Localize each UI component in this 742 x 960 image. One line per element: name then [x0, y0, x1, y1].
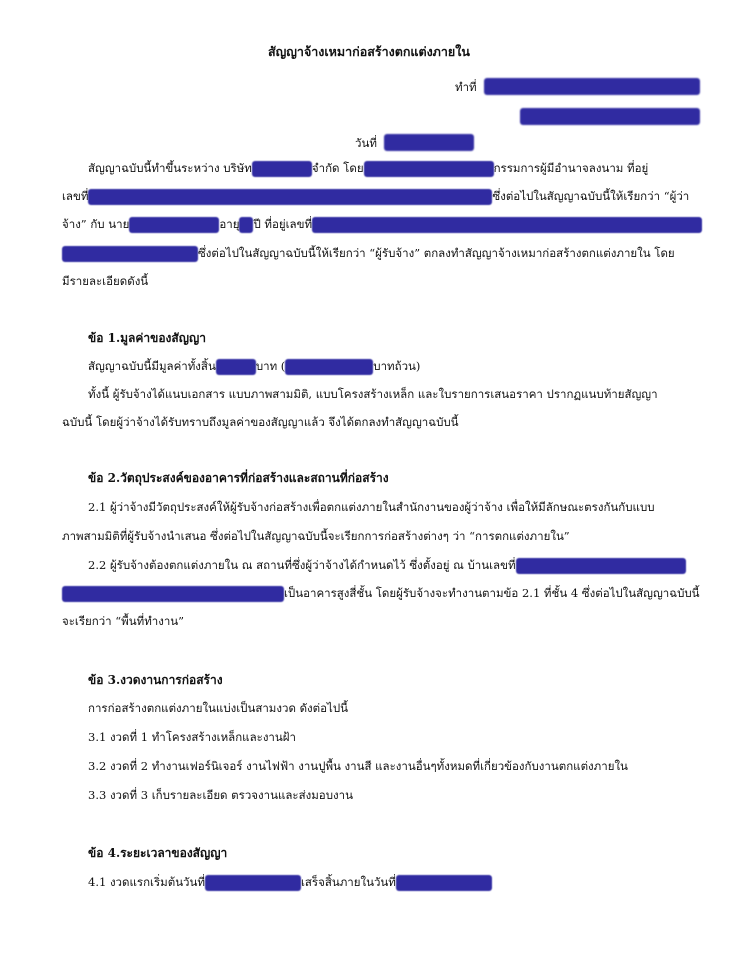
section-3-heading: ข้อ 3.งวดงานการก่อสร้าง: [88, 673, 223, 687]
s3-line-4: 3.3 งวดที่ 3 เก็บรายละเอียด ตรวจงานและส่งมอบงาน: [88, 788, 353, 802]
s1-line-2: ทั้งนี้ ผู้รับจ้างได้แนบเอกสาร แบบภาพสามมิติ, แบบโครงสร้างเหล็ก และใบรายการเสนอราคา ปรากฏแนบท้ายสัญญา: [88, 387, 658, 401]
redacted-start-date: [205, 875, 301, 891]
redacted-location-2: [520, 108, 700, 125]
redacted-amount-text: [285, 359, 373, 375]
p1-line-3: จ้าง” กับ นาย อายุ ปี ที่อยู่เลขที่: [62, 216, 702, 233]
redacted-age: [239, 217, 253, 233]
redacted-contractor-address-2: [62, 246, 198, 262]
s2-line-2: ภาพสามมิติที่ผู้รับจ้างนำเสนอ ซึ่งต่อไปในสัญญาฉบับนี้จะเรียกการก่อสร้างต่างๆ ว่า “การตกแต่งภายใน”: [62, 529, 570, 543]
s4-line-1: 4.1 งวดแรกเริ่มต้นวันที่ เสร็จสิ้นภายในวันที่: [88, 874, 492, 891]
s2-line-4: เป็นอาคารสูงสี่ชั้น โดยผู้รับจ้างจะทำงานตามข้อ 2.1 ที่ชั้น 4 ซึ่งต่อไปในสัญญาฉบับนี้: [62, 585, 700, 602]
redacted-company-address: [88, 189, 492, 205]
s3-line-3: 3.2 งวดที่ 2 ทำงานเฟอร์นิเจอร์ งานไฟฟ้า งานปูพื้น งานสี และงานอื่นๆทั้งหมดที่เกี่ยวข้องกับงานตกแต่งภายใน: [88, 759, 628, 773]
redacted-company: [252, 161, 312, 177]
s1-line-3: ฉบับนี้ โดยผู้ว่าจ้างได้รับทราบถึงมูลค่าของสัญญาแล้ว จึงได้ตกลงทำสัญญาฉบับนี้: [62, 415, 459, 429]
redacted-end-date: [396, 875, 492, 891]
redacted-director: [364, 161, 494, 177]
made-at-label: ทำที่: [455, 80, 477, 94]
redacted-amount: [216, 359, 256, 375]
document-title: สัญญาจ้างเหมาก่อสร้างตกแต่งภายใน: [268, 44, 470, 59]
s2-line-5: จะเรียกว่า “พื้นที่ทำงาน”: [62, 614, 185, 628]
p1-line-2: เลขที่ ซึ่งต่อไปในสัญญาฉบับนี้ให้เรียกว่า “ผู้ว่า: [62, 189, 690, 203]
section-2-heading: ข้อ 2.วัตถุประสงค์ของอาคารที่ก่อสร้างและสถานที่ก่อสร้าง: [88, 471, 389, 485]
s2-line-1: 2.1 ผู้ว่าจ้างมีวัตถุประสงค์ให้ผู้รับจ้างก่อสร้างเพื่อตกแต่งภายในสำนักงานของผู้ว่าจ้าง เพื่อให้มีลักษณะตรงกันกับแบบ: [88, 500, 655, 514]
p1-line-5: มีรายละเอียดดังนี้: [62, 274, 149, 288]
p1-line-4: ซึ่งต่อไปในสัญญาฉบับนี้ให้เรียกว่า “ผู้รับจ้าง” ตกลงทำสัญญาจ้างเหมาก่อสร้างตกแต่งภายใน โดย: [62, 245, 675, 262]
s1-line-1: สัญญาฉบับนี้มีมูลค่าทั้งสิ้น บาท ( บาทถ้วน): [88, 359, 421, 373]
s2-line-3: 2.2 ผู้รับจ้างต้องตกแต่งภายใน ณ สถานที่ซึ่งผู้ว่าจ้างได้กำหนดไว้ ซึ่งตั้งอยู่ ณ บ้านเลขที่: [88, 557, 686, 574]
s3-line-1: การก่อสร้างตกแต่งภายในแบ่งเป็นสามงวด ดังต่อไปนี้: [88, 701, 348, 715]
p1-line-1: สัญญาฉบับนี้ทำขึ้นระหว่าง บริษัท จำกัด โดย กรรมการผู้มีอำนาจลงนาม ที่อยู่: [88, 161, 649, 175]
date-label: วันที่: [355, 136, 377, 150]
redacted-contractor-address-1: [312, 217, 702, 233]
redacted-contractor-name: [129, 217, 219, 233]
redacted-site-address-1: [516, 558, 686, 574]
redacted-location-1: [484, 78, 700, 95]
section-1-heading: ข้อ 1.มูลค่าของสัญญา: [88, 331, 206, 345]
section-4-heading: ข้อ 4.ระยะเวลาของสัญญา: [88, 846, 228, 860]
redacted-date: [384, 134, 474, 151]
redacted-site-address-2: [62, 586, 284, 602]
s3-line-2: 3.1 งวดที่ 1 ทำโครงสร้างเหล็กและงานฝ้า: [88, 730, 296, 744]
